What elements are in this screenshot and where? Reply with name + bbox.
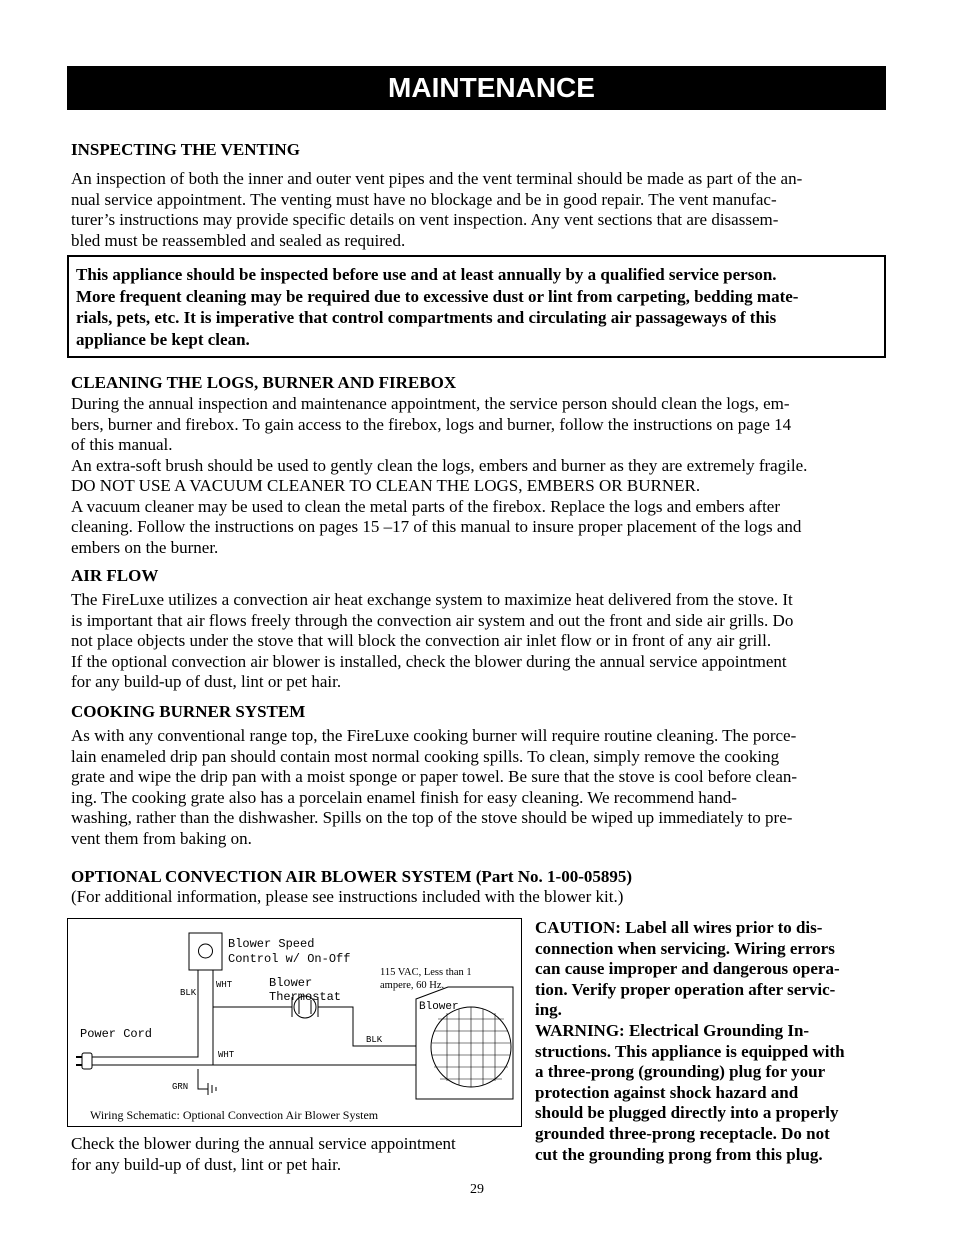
switch-knob-icon <box>199 944 213 958</box>
speed-control-label: Blower Speed <box>228 937 315 951</box>
wire-label: BLK <box>366 1035 383 1045</box>
schematic-caption: Wiring Schematic: Optional Convection Air Blower System <box>90 1108 379 1122</box>
caution-line: ing. <box>535 1000 562 1020</box>
ground-wire <box>198 1069 208 1089</box>
caution-line: cut the grounding prong from this plug. <box>535 1144 823 1164</box>
notice-line: More frequent cleaning may be required due to excessive dust or lint from carpeting, bedding mate- <box>76 286 799 306</box>
blower-label: Blower <box>419 1001 459 1013</box>
caution-line: structions. This appliance is equipped with <box>535 1041 845 1061</box>
page-title: MAINTENANCE <box>388 72 595 103</box>
text-line: is important that air flows freely through the convection air system and out the front and side air grills. Do <box>71 610 794 630</box>
text-line: ing. The cooking grate also has a porcelain enamel finish for easy cleaning. We recommend hand- <box>71 787 737 807</box>
blower-heading: OPTIONAL CONVECTION AIR BLOWER SYSTEM (Part No. 1-00-05895) <box>71 867 633 886</box>
text-line: for any build-up of dust, lint or pet hair. <box>71 672 342 691</box>
inspection-notice-box <box>67 255 886 358</box>
page-number: 29 <box>470 1182 484 1197</box>
text-line: bled must be reassembled and sealed as required. <box>71 230 406 250</box>
caution-line: connection when servicing. Wiring errors <box>535 938 835 958</box>
text-line: The FireLuxe utilizes a convection air heat exchange system to maximize heat delivered from the stove. It <box>71 590 793 609</box>
text-line: turer’s instructions may provide specific details on vent inspection. Any vent sections that are disassem- <box>71 210 779 229</box>
wiring-schematic <box>67 918 522 1127</box>
wire-label: GRN <box>172 1082 189 1092</box>
notice-line: rials, pets, etc. It is imperative that control compartments and circulating air passageways of this <box>76 308 777 327</box>
blower-grille-icon <box>432 1007 510 1087</box>
text-line: During the annual inspection and maintenance appointment, the service person should clean the logs, em- <box>71 394 790 413</box>
cooking-heading: COOKING BURNER SYSTEM <box>71 702 306 721</box>
speed-control-label: Control w/ On-Off <box>228 952 351 966</box>
blower-check-paragraph <box>71 1134 511 1175</box>
caution-line: should be plugged directly into a properly <box>535 1103 839 1123</box>
caution-line: tion. Verify proper operation after servic- <box>535 979 836 999</box>
caution-line: WARNING: Electrical Grounding In- <box>535 1020 810 1040</box>
wire-label: WHT <box>216 980 233 990</box>
text-line: of this manual. <box>71 435 173 454</box>
wire-blk-top <box>90 970 198 1057</box>
text-line: embers on the burner. <box>71 537 219 557</box>
wire-label: WHT <box>218 1050 235 1060</box>
text-line: An extra-soft brush should be used to gently clean the logs, embers and burner as they are extremely fragile. <box>71 455 808 475</box>
thermostat-label: Blower <box>269 976 313 990</box>
text-line: If the optional convection air blower is installed, check the blower during the annual service appointment <box>71 651 787 671</box>
text-line: nual service appointment. The venting must have no blockage and be in good repair. The vent manufac- <box>71 189 777 209</box>
speed-control-switch <box>189 933 222 970</box>
caution-line: a three-prong (grounding) plug for your <box>535 1062 826 1082</box>
venting-paragraph <box>71 169 886 251</box>
text-line: An inspection of both the inner and outer vent pipes and the vent terminal should be made as part of the an- <box>71 169 803 188</box>
text-line: grate and wipe the drip pan with a moist sponge or paper towel. Be sure that the stove is cool before clean- <box>71 767 798 786</box>
page-title-banner <box>67 66 886 110</box>
thermostat-label: Thermostat <box>269 990 342 1004</box>
caution-line: can cause improper and dangerous opera- <box>535 959 840 979</box>
notice-line: appliance be kept clean. <box>76 329 250 349</box>
text-line: DO NOT USE A VACUUM CLEANER TO CLEAN THE LOGS, EMBERS OR BURNER. <box>71 476 701 495</box>
power-cord-label: Power Cord <box>80 1027 153 1041</box>
text-line: (For additional information, please see instructions included with the blower kit.) <box>71 887 624 906</box>
text-line: washing, rather than the dishwasher. Spills on the top of the stove should be wiped up immediately to pre- <box>71 808 793 827</box>
cleaning-paragraph <box>71 394 886 558</box>
caution-line: CAUTION: Label all wires prior to dis- <box>535 918 823 937</box>
caution-warning-text <box>535 918 885 1165</box>
cleaning-heading: CLEANING THE LOGS, BURNER AND FIREBOX <box>71 373 457 392</box>
text-line: As with any conventional range top, the FireLuxe cooking burner will require routine cleaning. The porce- <box>71 726 797 745</box>
cooking-paragraph <box>71 726 886 849</box>
text-line: cleaning. Follow the instructions on pages 15 –17 of this manual to insure proper placement of the logs and <box>71 517 802 536</box>
airflow-paragraph <box>71 590 886 693</box>
text-line: lain enameled drip pan should contain most normal cooking spills. To clean, simply remove the cooking <box>71 746 780 766</box>
text-line: Check the blower during the annual service appointment <box>71 1134 456 1153</box>
power-plug-icon <box>76 1053 92 1069</box>
rating-label: ampere, 60 Hz. <box>380 980 445 991</box>
caution-line: protection against shock hazard and <box>535 1082 799 1102</box>
text-line: vent them from baking on. <box>71 828 252 848</box>
rating-label: 115 VAC, Less than 1 <box>380 967 472 978</box>
text-line: for any build-up of dust, lint or pet hair. <box>71 1154 342 1174</box>
text-line: not place objects under the stove that will block the convection air inlet flow or in front of any air grill. <box>71 631 772 650</box>
blower-subline <box>71 887 886 908</box>
wire-label: BLK <box>180 988 197 998</box>
airflow-heading: AIR FLOW <box>71 566 159 585</box>
notice-line: This appliance should be inspected before use and at least annually by a qualified service person. <box>76 265 777 284</box>
venting-heading: INSPECTING THE VENTING <box>71 140 300 159</box>
text-line: bers, burner and firebox. To gain access to the firebox, logs and burner, follow the instructions on page 14 <box>71 414 792 434</box>
caution-line: grounded three-prong receptacle. Do not <box>535 1123 830 1143</box>
text-line: A vacuum cleaner may be used to clean the metal parts of the firebox. Replace the logs and embers after <box>71 496 780 516</box>
